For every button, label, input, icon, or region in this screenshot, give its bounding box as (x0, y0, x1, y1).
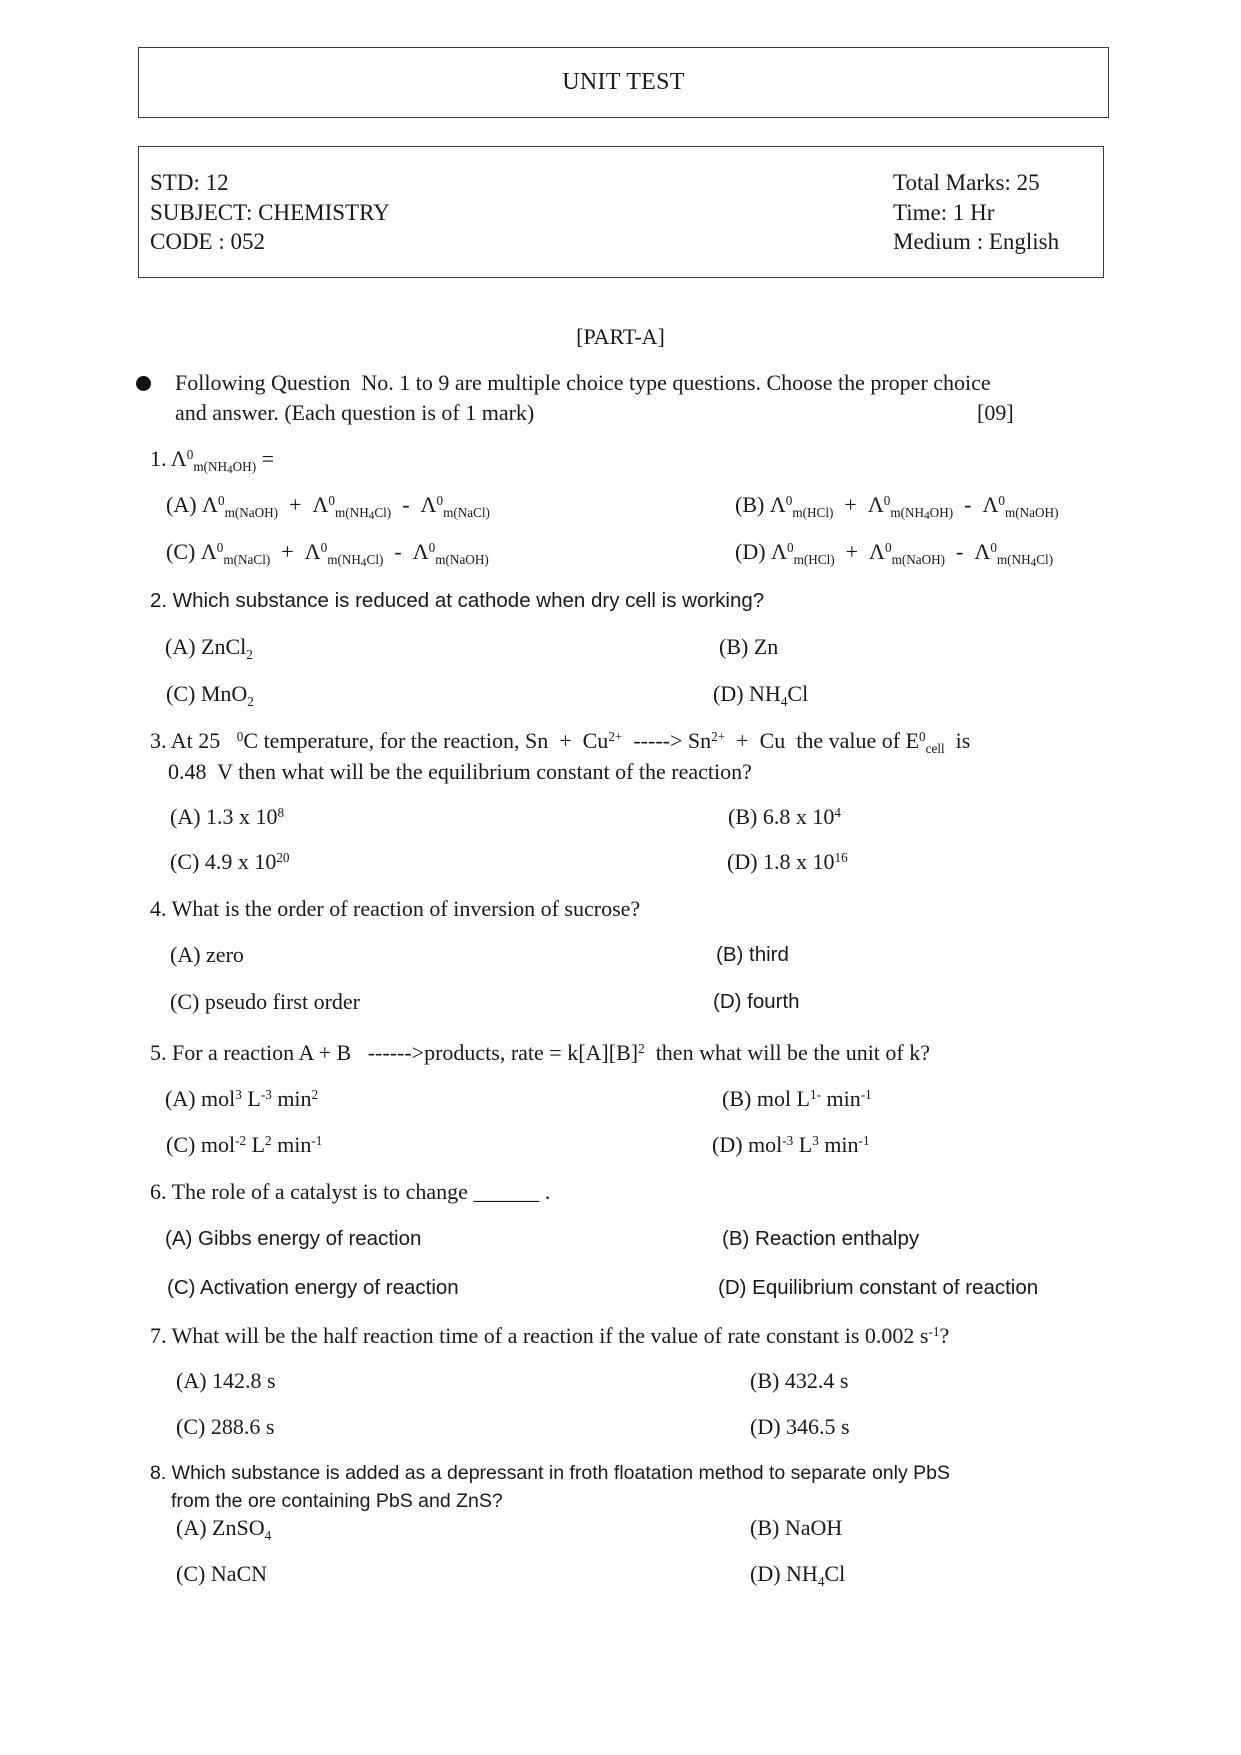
superscript: 16 (834, 849, 848, 865)
page-title: UNIT TEST (562, 69, 685, 95)
question-7-option-d: (D) 346.5 s (750, 1414, 850, 1439)
subscript: 2 (247, 693, 254, 709)
superscript: -1 (858, 1132, 870, 1148)
question-8-option-d: (D) $NH_4Cl$ (750, 1561, 846, 1589)
part-heading: [PART-A] (576, 324, 665, 349)
subscript: 4 (264, 1527, 272, 1543)
instruction-line-2: and answer. (Each question is of 1 mark) (175, 400, 535, 425)
subscript: 4 (360, 557, 367, 570)
superscript: 2 (638, 1040, 645, 1056)
superscript: -3 (260, 1086, 272, 1102)
question-4-option-d: (D) fourth (713, 990, 800, 1013)
subscript: m(NaCl) (443, 504, 490, 520)
subscript: 4 (368, 510, 375, 523)
subscript: m(HCl) (793, 551, 835, 567)
superscript: 0 (320, 539, 328, 555)
question-1-option-a: (A) $\Lambda^0_{m(NaOH)} + \Lambda^0_{m(NH_4Cl)} - \Lambda^0_{m(NaCl)}$ (166, 492, 490, 523)
subscript: m(NH4Cl) (996, 551, 1054, 570)
superscript: 0 (919, 728, 926, 744)
subscript: m(NaOH) (1005, 504, 1059, 520)
subscript: 4 (924, 510, 930, 523)
question-5-option-a: (A) mol$^3$ $L^{-3}$ $\min^2$ (165, 1086, 319, 1111)
question-2-option-d: (D) $NH_4Cl$ (713, 681, 809, 709)
title-box (138, 47, 1109, 118)
superscript: 0 (236, 728, 244, 744)
superscript: 0 (186, 446, 194, 462)
question-5-option-b: (B) mol $L^{1-}$ $\min^{-1}$ (722, 1086, 872, 1111)
superscript: 1- (810, 1086, 821, 1102)
question-8-option-a: (A) ZnSO$_4$ (176, 1515, 272, 1543)
subscript: m(NH4OH) (193, 458, 257, 477)
subscript: m(NH4Cl) (327, 551, 384, 570)
superscript: 0 (216, 539, 224, 555)
question-1-option-b: (B) $\Lambda^0_{m(HCl)} + \Lambda^0_{m(NH_4OH)} - \Lambda^0_{m(NaOH)}$ (735, 492, 1059, 523)
total-marks-label: Total Marks: 25 (893, 170, 1040, 195)
instruction-line-1: Following Question No. 1 to 9 are multiple choice type questions. Choose the proper choice (175, 370, 991, 395)
subscript: m(NH4Cl) (335, 504, 392, 523)
question-2-option-a: (A) ZnCl$_2$ (165, 634, 253, 662)
subject-label: SUBJECT: CHEMISTRY (150, 200, 390, 225)
question-2-option-c: (C) MnO$_2$ (166, 681, 254, 709)
superscript: 2 (311, 1086, 319, 1102)
subscript: m(NaOH) (891, 551, 946, 567)
subscript: 4 (780, 693, 788, 709)
question-7-option-a: (A) 142.8 s (176, 1368, 276, 1393)
subscript: m(NaOH) (224, 504, 279, 520)
question-6-option-c: (C) Activation energy of reaction (167, 1276, 459, 1299)
question-3-text-line-1: 3. At 25 $^0$C temperature, for the reaction, $Sn + Cu^{2+}$ -----> $Sn^{2+} + Cu$ the value of $E^0_{cell}$ is (150, 728, 971, 756)
superscript: 0 (884, 539, 892, 555)
subscript: m(NaCl) (223, 551, 271, 567)
superscript: 0 (218, 492, 225, 508)
question-4-option-b: (B) third (716, 943, 789, 966)
superscript: 3 (235, 1086, 242, 1102)
subscript: m(NH4OH) (890, 504, 954, 523)
question-3-option-d: (D) 1.8 x $10^{16}$ (727, 849, 848, 874)
superscript: 20 (276, 849, 290, 865)
std-label: STD: 12 (150, 170, 229, 195)
question-5-text: 5. For a reaction A + B ------>products, rate = $k[A][B]^2$ then what will be the unit of k? (150, 1040, 931, 1065)
subscript: 4 (817, 1573, 825, 1589)
section-marks: [09] (977, 400, 1014, 425)
superscript: -1 (928, 1323, 940, 1339)
question-2-option-b: (B) Zn (719, 634, 779, 659)
superscript: -1 (860, 1086, 872, 1102)
superscript: 0 (428, 539, 436, 555)
superscript: 0 (883, 492, 891, 508)
superscript: -2 (235, 1132, 247, 1148)
subscript: m(NaOH) (435, 551, 489, 567)
question-2-text: 2. Which substance is reduced at cathode when dry cell is working? (150, 589, 765, 612)
question-8-option-b: (B) NaOH (750, 1515, 843, 1540)
superscript: -1 (311, 1132, 323, 1148)
superscript: 2+ (608, 728, 623, 744)
subscript: 4 (1030, 557, 1037, 570)
question-6-option-b: (B) Reaction enthalpy (722, 1227, 920, 1250)
subscript: 2 (246, 646, 253, 662)
time-label: Time: 1 Hr (893, 200, 995, 225)
question-1-option-c: (C) $\Lambda^0_{m(NaCl)} + \Lambda^0_{m(NH_4Cl)} - \Lambda^0_{m(NaOH)}$ (166, 539, 489, 570)
subscript: 4 (227, 464, 233, 477)
superscript: 0 (990, 539, 997, 555)
superscript: -3 (782, 1132, 794, 1148)
question-6-option-a: (A) Gibbs energy of reaction (165, 1227, 422, 1250)
question-5-option-c: (C) mol$^{-2}$ $L^2$ $\min^{-1}$ (166, 1132, 323, 1157)
subscript: cell (925, 740, 945, 756)
question-6-option-d: (D) Equilibrium constant of reaction (718, 1276, 1039, 1299)
question-5-option-d: (D) mol$^{-3}$ $L^3$ $\min^{-1}$ (712, 1132, 870, 1157)
superscript: 4 (834, 804, 841, 820)
superscript: 0 (998, 492, 1005, 508)
question-7-text: 7. What will be the half reaction time of a reaction if the value of rate constant is 0.002 $s^{-1}$? (150, 1323, 950, 1348)
question-1-option-d: (D) $\Lambda^0_{m(HCl)} + \Lambda^0_{m(NaOH)} - \Lambda^0_{m(NH_4Cl)}$ (735, 539, 1054, 570)
superscript: 0 (328, 492, 336, 508)
bullet-icon (136, 376, 151, 391)
question-7-option-c: (C) 288.6 s (176, 1414, 275, 1439)
question-8-text-line-2: from the ore containing PbS and ZnS? (171, 1490, 503, 1512)
superscript: 0 (787, 539, 794, 555)
question-4-option-a: (A) zero (170, 942, 244, 967)
subscript: m(HCl) (792, 504, 834, 520)
question-8-option-c: (C) NaCN (176, 1561, 268, 1586)
question-4-text: 4. What is the order of reaction of inversion of sucrose? (150, 896, 641, 921)
question-3-option-b: (B) 6.8 x $10^4$ (728, 804, 841, 829)
question-6-text: 6. The role of a catalyst is to change ______ . (150, 1179, 551, 1204)
question-3-text-line-2: 0.48 V then what will be the equilibrium constant of the reaction? (168, 759, 752, 784)
question-7-option-b: (B) 432.4 s (750, 1368, 849, 1393)
superscript: 3 (812, 1132, 819, 1148)
question-3-option-c: (C) 4.9 x $10^{20}$ (170, 849, 290, 874)
medium-label: Medium : English (893, 229, 1060, 254)
superscript: 0 (785, 492, 793, 508)
superscript: 2 (265, 1132, 272, 1148)
code-label: CODE : 052 (150, 229, 265, 254)
superscript: 8 (277, 804, 285, 820)
superscript: 0 (436, 492, 444, 508)
question-8-text-line-1: 8. Which substance is added as a depressant in froth floatation method to separate only PbS (150, 1462, 950, 1484)
question-4-option-c: (C) pseudo first order (170, 989, 361, 1014)
question-3-option-a: (A) 1.3 x $10^8$ (170, 804, 285, 829)
question-1-text: 1. $\Lambda^0_{m(NH_4OH)}$ = (150, 446, 275, 477)
superscript: 2+ (711, 728, 726, 744)
